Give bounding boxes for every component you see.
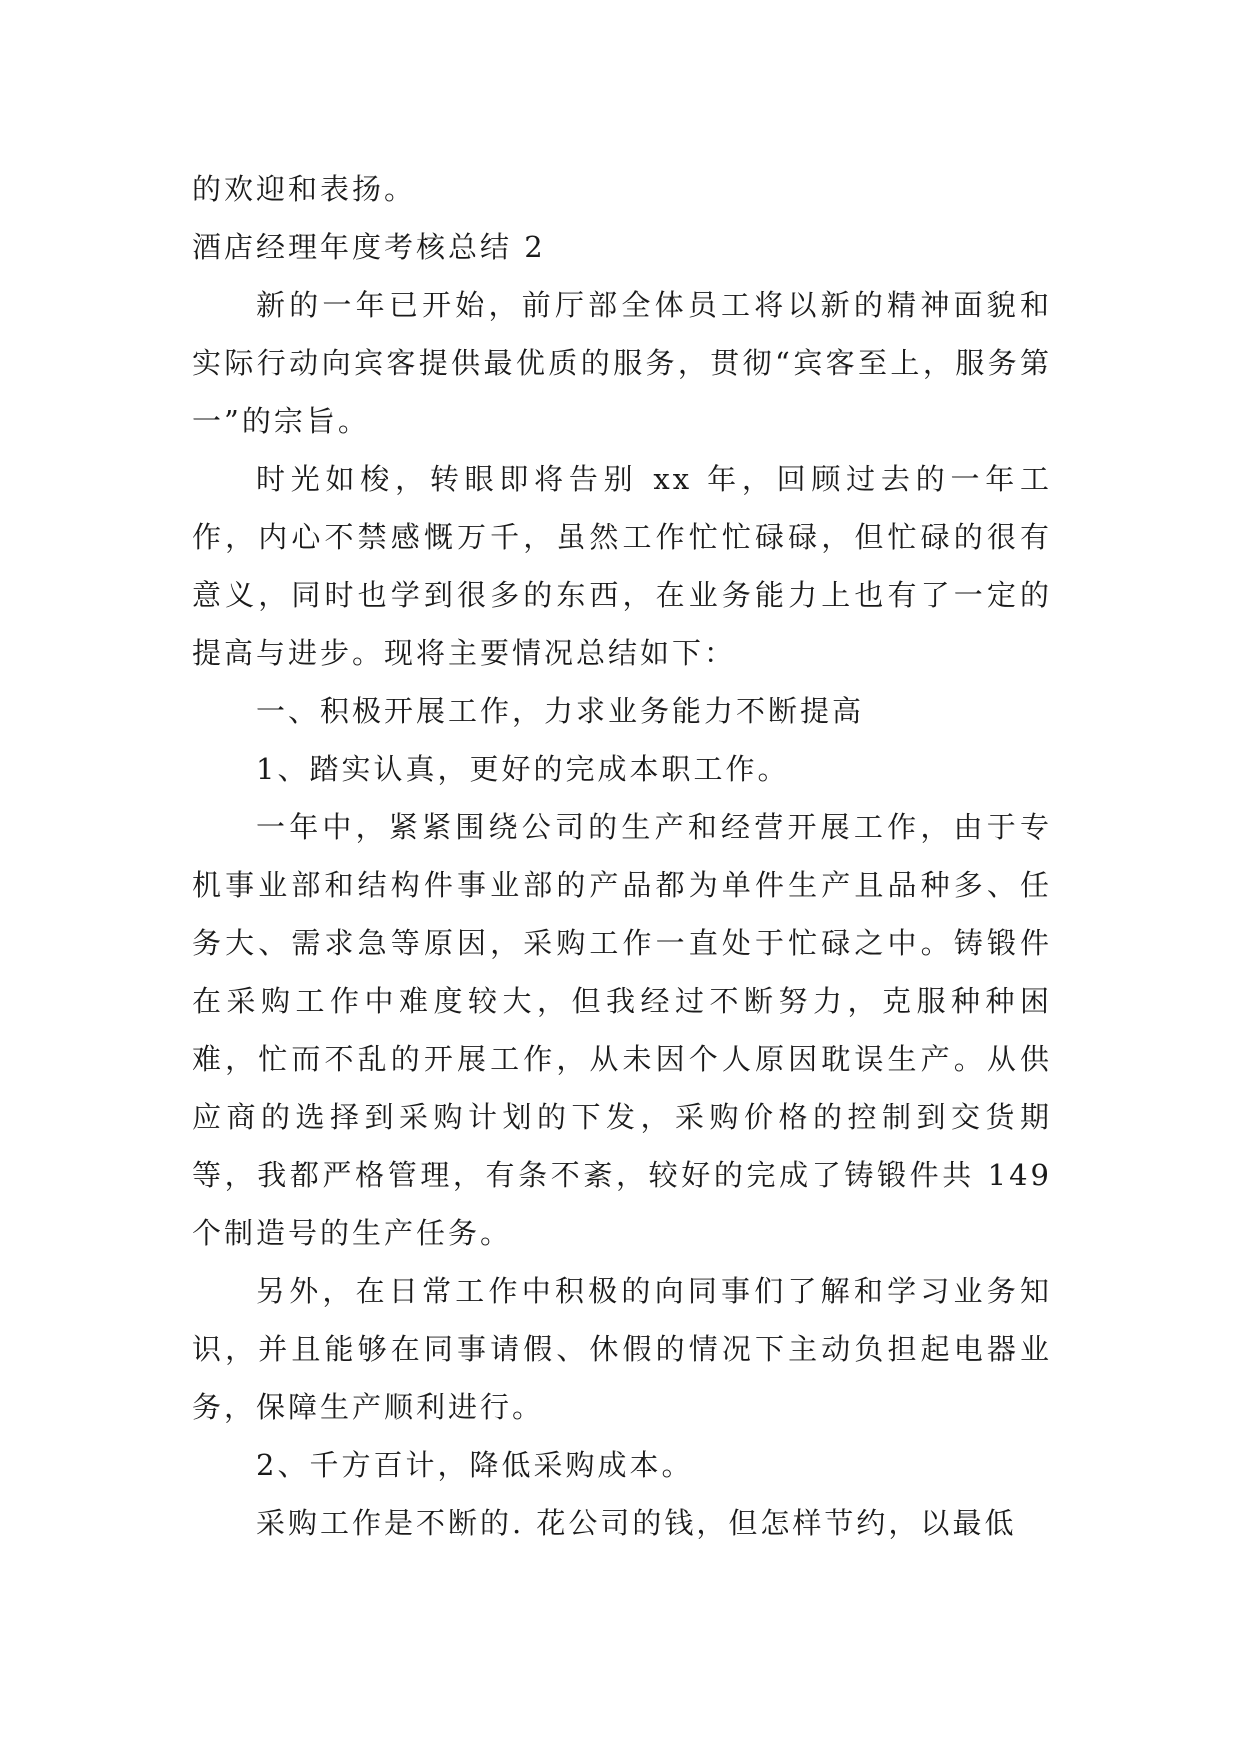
subheading-one: 一、积极开展工作，力求业务能力不断提高: [256, 694, 865, 728]
paragraph-work-detail: 一年中，紧紧围绕公司的生产和经营开展工作，由于专机事业部和结构件事业部的产品都为单件生产且品种多、任务大、需求急等原因，采购工作一直处于忙碌之中。铸锻件在采购工作中难度较大，但我经过不断努力，克服种种困难，忙而不乱的开展工作，从未因个人原因耽误生产。从供应商的选择到采购计划的下发，采购价格的控制到交货期等，我都严格管理，有条不紊，较好的完成了铸锻件共 149 个制造号的生产任务。: [192, 810, 1052, 1250]
paragraph-intro: 新的一年已开始，前厅部全体员工将以新的精神面貌和实际行动向宾客提供最优质的服务，贯彻“宾客至上，服务第一”的宗旨。: [192, 288, 1052, 438]
subheading-point-2: 2、千方百计，降低采购成本。: [256, 1448, 694, 1482]
paragraph-additional: 另外，在日常工作中积极的向同事们了解和学习业务知识，并且能够在同事请假、休假的情况下主动负担起电器业务，保障生产顺利进行。: [192, 1274, 1052, 1424]
paragraph-cost: 采购工作是不断的. 花公司的钱，但怎样节约，以最低: [256, 1506, 1017, 1540]
paragraph-continuation: 的欢迎和表扬。: [192, 172, 417, 206]
document-body: [192, 160, 1052, 1552]
section-heading: 酒店经理年度考核总结 2: [192, 230, 546, 264]
paragraph-review: 时光如梭，转眼即将告别 xx 年，回顾过去的一年工作，内心不禁感慨万千，虽然工作忙忙碌碌，但忙碌的很有意义，同时也学到很多的东西，在业务能力上也有了一定的提高与进步。现将主要情况总结如下：: [192, 462, 1052, 670]
subheading-point-1: 1、踏实认真，更好的完成本职工作。: [256, 752, 790, 786]
